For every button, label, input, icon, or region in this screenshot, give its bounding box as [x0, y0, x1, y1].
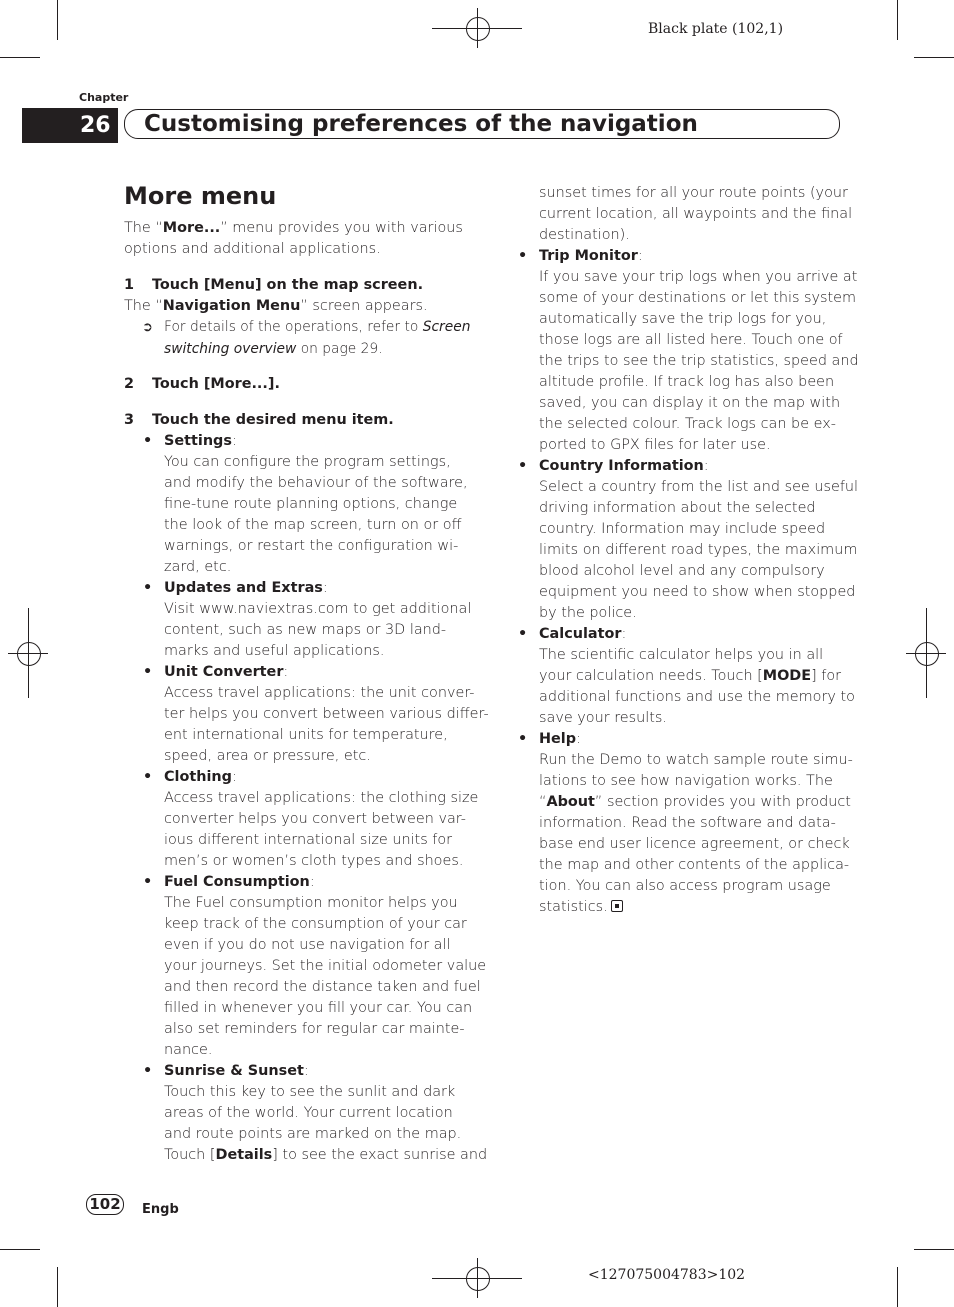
body-line: driving information about the selected	[539, 500, 816, 516]
step-1: 1 Touch [Menu] on the map screen.	[124, 277, 424, 293]
body-line: tion. You can also access program usage	[539, 878, 831, 894]
menu-item-help: • Help:	[524, 729, 854, 750]
step-1-note: switching overview on page 29.	[164, 341, 383, 357]
crop-mark	[897, 1267, 898, 1307]
body-line: automatically save the trip logs for you,	[539, 311, 827, 327]
body-line: converter helps you convert between var-	[164, 811, 466, 827]
body-line: The scientific calculator helps you in all	[539, 647, 824, 663]
menu-item-settings: • Settings:	[124, 431, 474, 452]
body-line: nance.	[164, 1042, 213, 1058]
language-code: Engb	[142, 1202, 179, 1217]
chapter-number	[22, 108, 118, 143]
body-line: warnings, or restart the configuration wi-	[164, 538, 459, 554]
intro-line: The “More...” menu provides you with various	[124, 220, 463, 236]
body-line: men’s or women’s cloth types and shoes.	[164, 853, 464, 869]
body-line: blood alcohol level and any compulsory	[539, 563, 825, 579]
body-line: Visit www.naviextras.com to get additional	[164, 601, 472, 617]
arrow-icon: ➲	[142, 320, 153, 335]
body-line: saved, you can display it on the map with	[539, 395, 841, 411]
menu-item-trip-monitor: • Trip Monitor:	[524, 246, 854, 267]
body-line: “About” section provides you with product	[539, 794, 851, 810]
crop-mark	[0, 57, 40, 58]
body-line: the look of the map screen, turn on or off	[164, 517, 462, 533]
body-line: limits on different road types, the maximum	[539, 542, 858, 558]
body-line: information. Read the software and data-	[539, 815, 836, 831]
crop-mark	[57, 0, 58, 40]
body-line: and then record the distance taken and fuel	[164, 979, 481, 995]
chapter-number-text: 26	[80, 113, 111, 138]
body-line: keep track of the consumption of your car	[164, 916, 467, 932]
right-column	[524, 183, 859, 918]
body-line: current location, all waypoints and the final	[539, 206, 853, 222]
end-of-section-icon	[611, 900, 623, 912]
body-line: Select a country from the list and see useful	[539, 479, 859, 495]
body-line: statistics.	[524, 897, 854, 918]
body-line: and modify the behaviour of the software,	[164, 475, 468, 491]
body-line: speed, area or pressure, etc.	[164, 748, 371, 764]
crop-mark	[0, 1249, 40, 1250]
left-column	[124, 218, 489, 1166]
body-line: sunset times for all your route points (your	[539, 185, 848, 201]
crop-mark	[57, 1267, 58, 1307]
body-line: Touch [Details] to see the exact sunrise and	[164, 1147, 488, 1163]
body-line: your journeys. Set the initial odometer value	[164, 958, 487, 974]
body-line: filled in whenever you fill your car. You can	[164, 1000, 473, 1016]
page-number: 102	[86, 1194, 124, 1215]
body-line: equipment you need to show when stopped	[539, 584, 856, 600]
body-line: country. Information may include speed	[539, 521, 826, 537]
step-2: 2 Touch [More...].	[124, 376, 280, 392]
body-line: those logs are all listed here. Touch one of	[539, 332, 843, 348]
body-line: Touch this key to see the sunlit and dark	[164, 1084, 456, 1100]
body-line: marks and useful applications.	[164, 643, 385, 659]
body-line: your calculation needs. Touch [MODE] for	[539, 668, 842, 684]
body-line: the selected colour. Track logs can be ex-	[539, 416, 836, 432]
body-line: also set reminders for regular car mainte-	[164, 1021, 465, 1037]
body-line: zard, etc.	[164, 559, 232, 575]
body-line: areas of the world. Your current location	[164, 1105, 453, 1121]
crop-mark	[914, 57, 954, 58]
section-title: More menu	[124, 182, 277, 210]
menu-item-fuel-consumption: • Fuel Consumption:	[124, 872, 474, 893]
body-line: fine-tune route planning options, change	[164, 496, 458, 512]
menu-item-unit-converter: • Unit Converter:	[124, 662, 474, 683]
crop-mark	[914, 1249, 954, 1250]
document-code: <127075004783>102	[588, 1267, 746, 1283]
body-line: altitude profile. If track log has also been	[539, 374, 835, 390]
body-line: by the police.	[539, 605, 637, 621]
body-line: The Fuel consumption monitor helps you	[164, 895, 458, 911]
crop-mark	[897, 0, 898, 40]
intro-line: options and additional applications.	[124, 241, 381, 257]
body-line: the trips to see the trip statistics, speed and	[539, 353, 859, 369]
menu-item-sunrise-sunset: • Sunrise & Sunset:	[124, 1061, 474, 1082]
plate-label: Black plate (102,1)	[648, 21, 784, 37]
body-line: destination).	[539, 227, 630, 243]
body-line: lations to see how navigation works. The	[539, 773, 833, 789]
body-line: If you save your trip logs when you arrive at	[539, 269, 858, 285]
body-line: base end user licence agreement, or check	[539, 836, 850, 852]
registration-mark	[17, 642, 41, 666]
registration-mark	[466, 17, 490, 41]
body-line: ious different international size units for	[164, 832, 453, 848]
menu-item-clothing: • Clothing:	[124, 767, 474, 788]
body-line: ter helps you convert between various differ-	[164, 706, 489, 722]
step-1-note: ➲ For details of the operations, refer to Screen	[124, 317, 474, 339]
chapter-title: Customising preferences of the navigation	[144, 111, 698, 137]
chapter-label: Chapter	[79, 91, 129, 104]
body-line: even if you do not use navigation for all	[164, 937, 451, 953]
body-line: and route points are marked on the map.	[164, 1126, 462, 1142]
registration-mark	[466, 1267, 490, 1291]
body-line: Access travel applications: the clothing size	[164, 790, 479, 806]
menu-item-updates: • Updates and Extras:	[124, 578, 474, 599]
body-line: some of your destinations or let this system	[539, 290, 857, 306]
step-1-result: The “Navigation Menu” screen appears.	[124, 298, 428, 314]
body-line: content, such as new maps or 3D land-	[164, 622, 447, 638]
menu-item-calculator: • Calculator:	[524, 624, 854, 645]
body-line: save your results.	[539, 710, 667, 726]
body-line: Access travel applications: the unit conver-	[164, 685, 475, 701]
body-line: ent international units for temperature,	[164, 727, 448, 743]
menu-item-country-information: • Country Information:	[524, 456, 854, 477]
step-3: 3 Touch the desired menu item.	[124, 412, 394, 428]
body-line: You can configure the program settings,	[164, 454, 451, 470]
body-line: the map and other contents of the applica-	[539, 857, 850, 873]
registration-mark	[915, 642, 939, 666]
body-line: ported to GPX files for later use.	[539, 437, 771, 453]
body-line: additional functions and use the memory to	[539, 689, 855, 705]
body-line: Run the Demo to watch sample route simu-	[539, 752, 853, 768]
